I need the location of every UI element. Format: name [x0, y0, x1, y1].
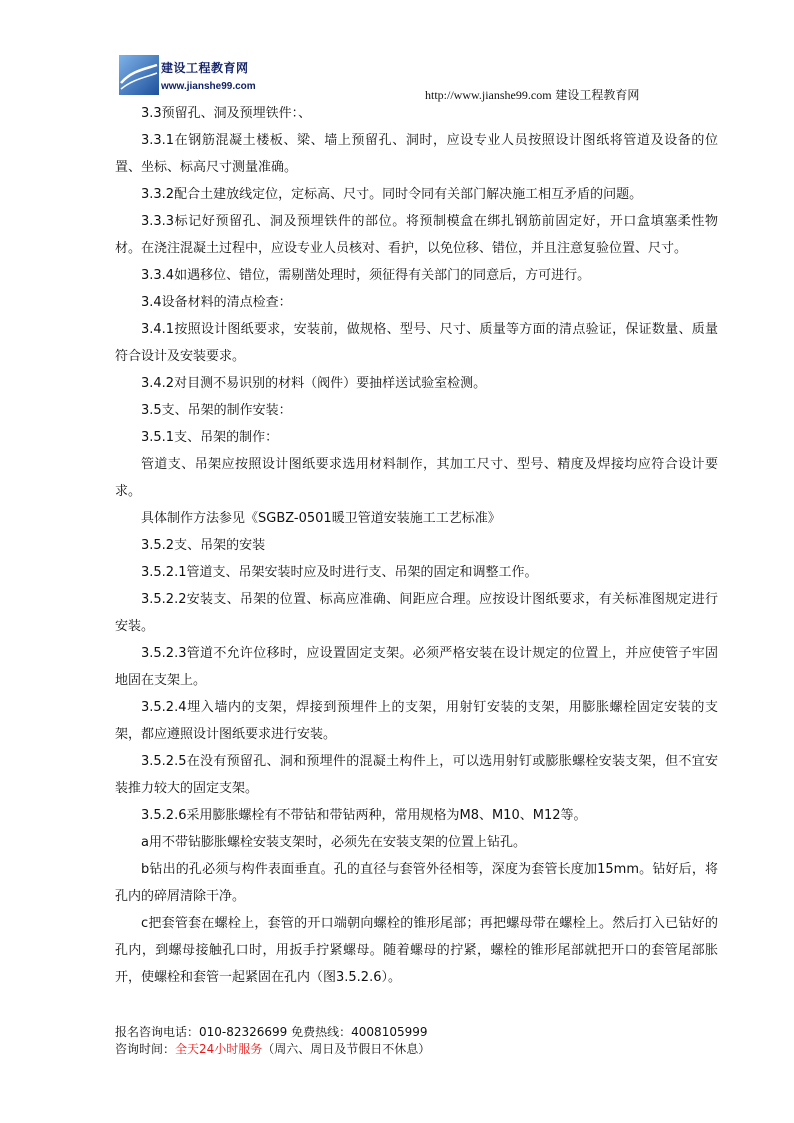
paragraph: c把套管套在螺栓上，套管的开口端朝向螺栓的锥形尾部；再把螺母带在螺栓上。然后打入已钻好的孔内，到螺母接触孔口时，用扳手拧紧螺母。随着螺母的拧紧，螺栓的锥形尾部就把开口的套管尾部胀开，使螺栓和套管一起紧固在孔内（图3.5.2.6）。 [115, 916, 718, 985]
paragraph: a用不带钻膨胀螺栓安装支架时，必须先在安装支架的位置上钻孔。 [141, 835, 526, 850]
paragraph: 3.4.2对目测不易识别的材料（阀件）要抽样送试验室检测。 [141, 376, 487, 391]
paragraph: 3.3.3标记好预留孔、洞及预埋铁件的部位。将预制模盒在绑扎钢筋前固定好，开口盒填塞柔性物材。在浇注混凝土过程中，应设专业人员核对、看护，以免位移、错位，并且注意复验位置、尺寸。 [115, 214, 718, 256]
footer-time-line [115, 1041, 430, 1058]
paragraph: 3.4.1按照设计图纸要求，安装前，做规格、型号、尺寸、质量等方面的清点验证，保证数量、质量符合设计及安装要求。 [115, 322, 718, 364]
paragraph: 3.5.2.4埋入墙内的支架，焊接到预埋件上的支架，用射钉安装的支架，用膨胀螺栓固定安装的支架，都应遵照设计图纸要求进行安装。 [115, 700, 718, 742]
site-logo [119, 55, 259, 101]
logo-title: 建设工程教育网 [161, 61, 249, 75]
paragraph: 3.3.1在钢筋混凝土楼板、梁、墙上预留孔、洞时，应设专业人员按照设计图纸将管道及设备的位置、坐标、标高尺寸测量准确。 [115, 133, 718, 175]
footer-time-label: 咨询时间： [115, 1042, 176, 1056]
footer-contact-line [115, 1024, 430, 1041]
footer-phone: 报名咨询电话：010-82326699 [115, 1025, 288, 1039]
paragraph: 3.5.2支、吊架的安装 [141, 538, 266, 553]
paragraph: 3.3.4如遇移位、错位，需剔凿处理时，须征得有关部门的同意后，方可进行。 [141, 268, 591, 283]
globe-logo-icon [119, 55, 159, 95]
footer-time-note: （周六、周日及节假日不休息） [262, 1042, 431, 1056]
paragraph: 3.5.2.3管道不允许位移时，应设置固定支架。必须严格安装在设计规定的位置上，并应使管子牢固地固在支架上。 [115, 646, 718, 688]
logo-url: www.jianshe99.com [161, 81, 256, 92]
paragraph: 3.5支、吊架的制作安装： [141, 403, 292, 418]
page-footer [115, 1024, 430, 1058]
footer-hotline: 免费热线：4008105999 [291, 1025, 428, 1039]
paragraph: 管道支、吊架应按照设计图纸要求选用材料制作，其加工尺寸、型号、精度及焊接均应符合设计要求。 [115, 457, 718, 499]
document-body [115, 100, 718, 991]
paragraph: 3.4设备材料的清点检查： [141, 295, 292, 310]
paragraph: 具体制作方法参见《SGBZ-0501暖卫管道安装施工工艺标准》 [141, 511, 501, 526]
paragraph: 3.3预留孔、洞及预埋铁件：、 [141, 106, 312, 121]
paragraph: 3.5.2.5在没有预留孔、洞和预埋件的混凝土构件上，可以选用射钉或膨胀螺栓安装支架，但不宜安装推力较大的固定支架。 [115, 754, 718, 796]
paragraph: 3.5.2.1管道支、吊架安装时应及时进行支、吊架的固定和调整工作。 [141, 565, 538, 580]
paragraph: 3.5.2.6采用膨胀螺栓有不带钻和带钻两种，常用规格为M8、M10、M12等。 [141, 808, 587, 823]
paragraph: 3.5.1支、吊架的制作： [141, 430, 279, 445]
paragraph: b钻出的孔必须与构件表面垂直。孔的直径与套管外径相等，深度为套管长度加15mm。钻好后，将孔内的碎屑清除干净。 [115, 862, 718, 904]
paragraph: 3.3.2配合土建放线定位，定标高、尺寸。同时令同有关部门解决施工相互矛盾的问题。 [141, 187, 643, 202]
site-url-link[interactable]: http://www.jianshe99.com [425, 88, 552, 102]
site-name: 建设工程教育网 [555, 88, 640, 102]
paragraph: 3.5.2.2安装支、吊架的位置、标高应准确、间距应合理。应按设计图纸要求，有关标准图规定进行安装。 [115, 592, 718, 634]
footer-time-highlight: 全天24小时服务 [175, 1042, 263, 1056]
